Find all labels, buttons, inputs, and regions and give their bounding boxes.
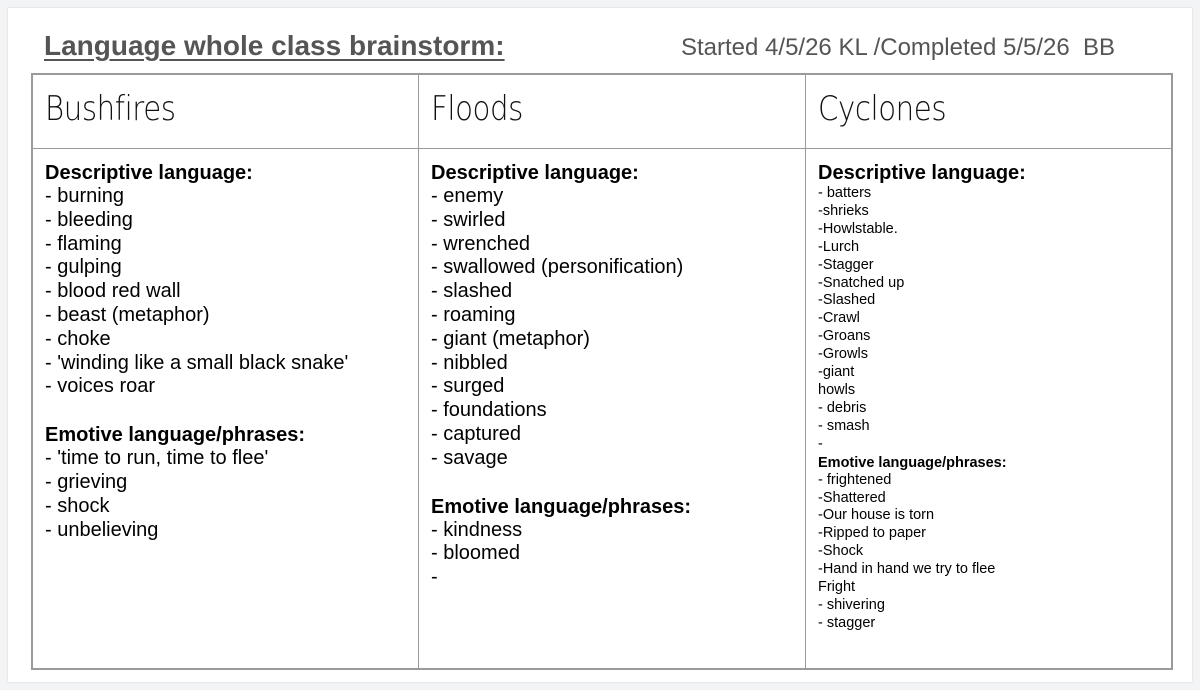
descriptive-list	[431, 185, 805, 471]
list-item: - swallowed (personification)	[431, 256, 684, 279]
list-item: - blood red wall	[45, 280, 181, 303]
column-heading-floods	[419, 75, 806, 149]
document-title: Language whole class brainstorm:	[44, 30, 505, 61]
list-item: - savage	[431, 446, 508, 469]
column-body-cyclones	[806, 149, 1171, 668]
list-item: - shivering	[818, 596, 885, 613]
list-item: - unbelieving	[45, 518, 159, 541]
list-item: -Hand in hand we try to flee	[818, 561, 996, 578]
list-item: -giant	[818, 364, 855, 381]
list-item: - bloomed	[431, 542, 520, 565]
column-body-floods	[419, 149, 806, 668]
column-title: Floods	[431, 89, 523, 129]
list-item: - captured	[431, 422, 522, 445]
emotive-heading: Emotive language/phrases:	[431, 495, 692, 518]
descriptive-list	[45, 185, 418, 399]
list-item: - stagger	[818, 614, 876, 631]
emotive-heading: Emotive language/phrases:	[45, 424, 306, 447]
list-item: -shrieks	[818, 202, 869, 219]
brainstorm-table	[31, 73, 1173, 670]
list-item: -Shattered	[818, 489, 886, 506]
list-item: - giant (metaphor)	[431, 327, 590, 350]
list-item: - beast (metaphor)	[45, 303, 210, 326]
document-status: Started 4/5/26 KL /Completed 5/5/26 BB	[681, 34, 1116, 61]
descriptive-heading: Descriptive language:	[45, 162, 253, 184]
list-item: - batters	[818, 185, 872, 201]
list-item: Fright	[818, 579, 856, 596]
list-item: - flaming	[45, 232, 122, 255]
list-item: -Ripped to paper	[818, 525, 927, 542]
list-item: -Shock	[818, 543, 864, 560]
list-item: - frightened	[818, 471, 892, 488]
list-item: - roaming	[431, 303, 516, 326]
list-item: -Our house is torn	[818, 507, 935, 524]
emotive-list	[818, 472, 1171, 633]
list-item: - nibbled	[431, 351, 508, 374]
list-item: -Snatched up	[818, 274, 905, 291]
list-item: - 'winding like a small black snake'	[45, 351, 349, 374]
column-heading-cyclones	[806, 75, 1171, 149]
list-item: - bleeding	[45, 208, 133, 231]
list-item: - shock	[45, 494, 110, 517]
document-page	[8, 8, 1192, 682]
list-item: - swirled	[431, 208, 506, 231]
list-item: -Slashed	[818, 292, 876, 309]
emotive-list	[45, 447, 418, 542]
list-item: - choke	[45, 327, 111, 350]
emotive-list	[431, 519, 805, 590]
list-item: -	[431, 566, 438, 589]
list-item: - wrenched	[431, 232, 530, 255]
list-item: - grieving	[45, 470, 128, 493]
list-item: - slashed	[431, 280, 513, 303]
list-item: - 'time to run, time to flee'	[45, 447, 269, 470]
list-item: - smash	[818, 417, 870, 434]
list-item: -	[818, 435, 823, 452]
list-item: howls	[818, 381, 856, 398]
descriptive-heading: Descriptive language:	[431, 162, 639, 184]
descriptive-heading: Descriptive language:	[818, 162, 1026, 184]
list-item: - enemy	[431, 185, 504, 207]
descriptive-list	[818, 185, 1171, 454]
emotive-heading: Emotive language/phrases:	[818, 454, 1007, 471]
list-item: - foundations	[431, 399, 547, 422]
list-item: -Howlstable.	[818, 220, 898, 237]
column-body-bushfires	[33, 149, 419, 668]
list-item: -Groans	[818, 328, 871, 345]
list-item: -Stagger	[818, 256, 874, 273]
column-title: Bushfires	[45, 89, 176, 129]
list-item: - debris	[818, 399, 867, 416]
list-item: - surged	[431, 375, 505, 398]
column-heading-bushfires	[33, 75, 419, 149]
list-item: - gulping	[45, 256, 122, 279]
list-item: - voices roar	[45, 375, 156, 398]
list-item: -Crawl	[818, 310, 860, 327]
list-item: -Lurch	[818, 238, 860, 255]
list-item: - kindness	[431, 518, 523, 541]
column-title: Cyclones	[818, 89, 947, 129]
list-item: - burning	[45, 185, 124, 207]
list-item: -Growls	[818, 346, 868, 363]
